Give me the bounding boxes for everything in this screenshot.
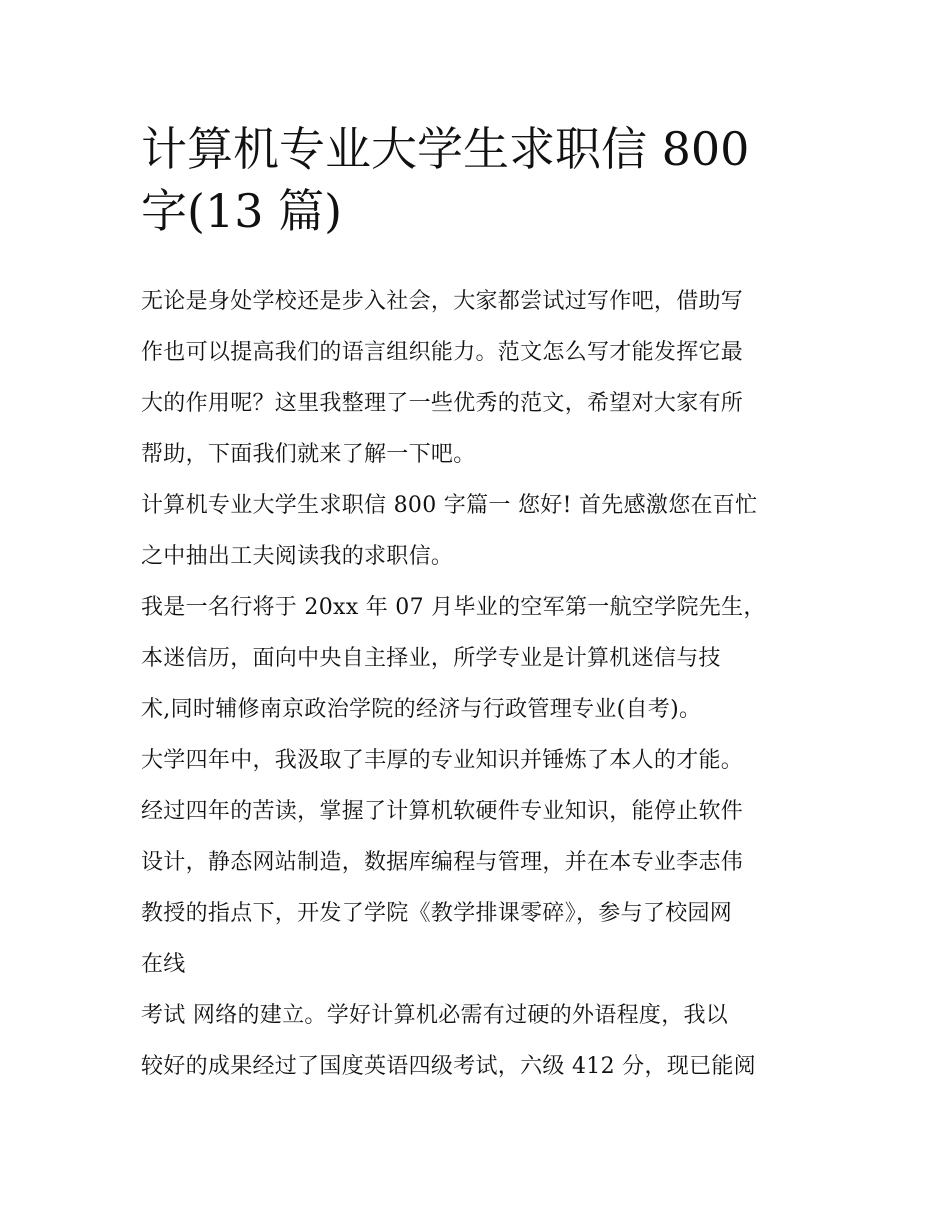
title-line-1: 计算机专业大学生求职信 800 [141,122,750,176]
paragraph-language [141,990,816,1092]
text-line: 较好的成果经过了国度英语四级考试，六级 412 分，现已能阅 [141,1054,756,1079]
paragraph-study [141,735,816,990]
text-line: 考试 网络的建立。学好计算机必需有过硬的外语程度，我以 [141,1003,729,1028]
paragraph-self-intro [141,582,816,735]
document-body [141,118,816,1092]
text-line: 大学四年中，我汲取了丰厚的专业知识并锤炼了本人的才能。 [141,748,744,773]
text-line: 计算机专业大学生求职信 800 字篇一 您好! 首先感激您在百忙 [141,493,758,518]
text-line: 作也可以提高我们的语言组织能力。范文怎么写才能发挥它最 [141,340,744,365]
text-line: 术,同时辅修南京政治学院的经济与行政管理专业(自考)。 [141,697,702,722]
text-line: 无论是身处学校还是步入社会，大家都尝试过写作吧，借助写 [141,289,744,314]
paragraph-greeting [141,480,816,582]
text-line: 在线 [141,952,186,977]
text-line: 我是一名行将于 20xx 年 07 月毕业的空军第一航空学院先生， [141,595,766,620]
text-line: 本迷信历，面向中央自主择业，所学专业是计算机迷信与技 [141,646,721,671]
text-line: 帮助，下面我们就来了解一下吧。 [141,442,476,467]
text-line: 教授的指点下，开发了学院《教学排课零碎》，参与了校园网 [141,901,733,926]
text-line: 之中抽出工夫阅读我的求职信。 [141,544,454,569]
text-line: 设计，静态网站制造，数据库编程与管理，并在本专业李志伟 [141,850,744,875]
text-line: 经过四年的苦读，掌握了计算机软硬件专业知识，能停止软件 [141,799,744,824]
title-line-2: 字(13 篇) [141,184,343,238]
paragraph-intro [141,276,816,480]
document-title [141,118,816,242]
text-line: 大的作用呢？这里我整理了一些优秀的范文，希望对大家有所 [141,391,744,416]
